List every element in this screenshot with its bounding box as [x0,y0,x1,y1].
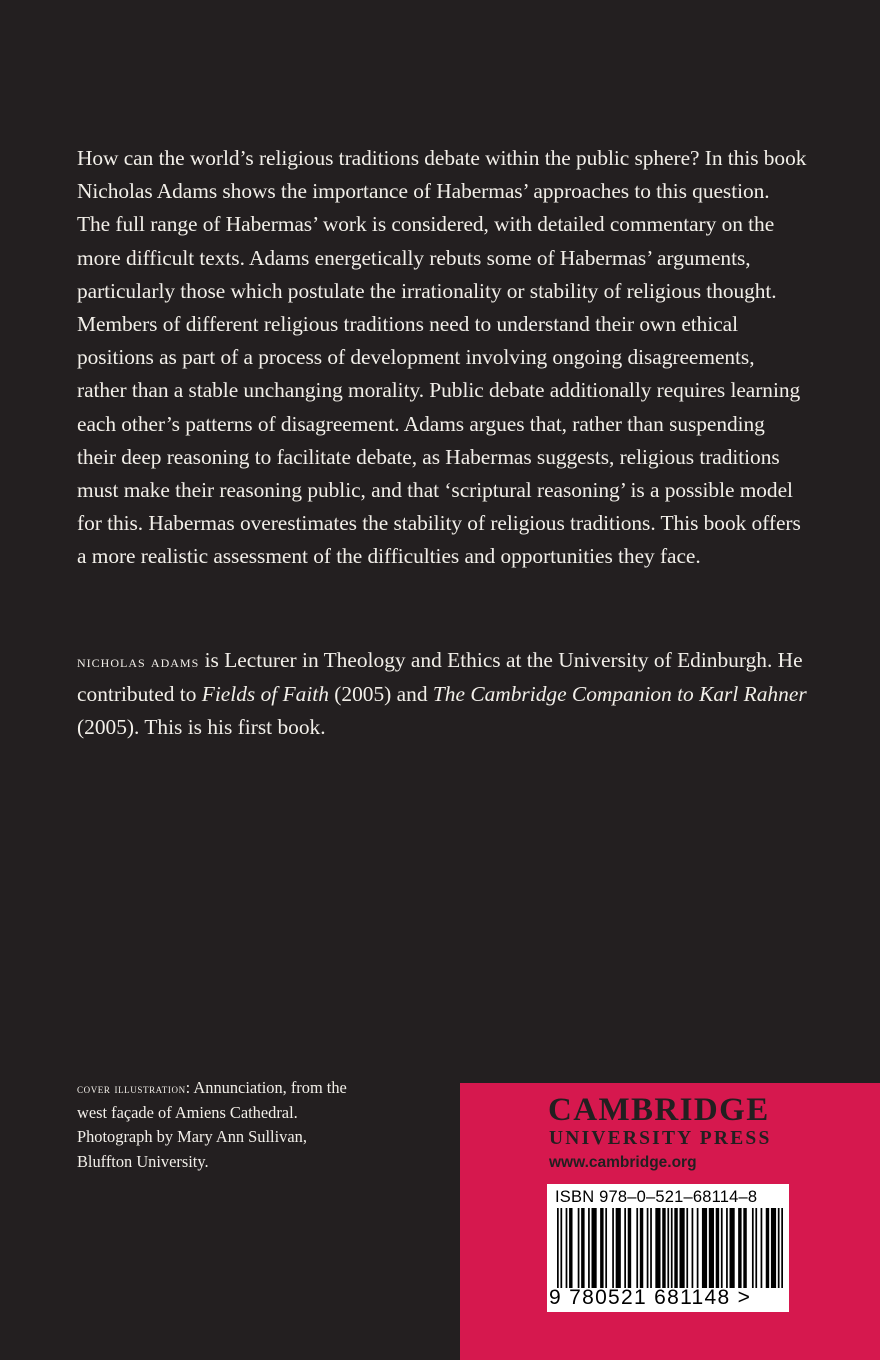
barcode-bar [697,1208,699,1288]
barcode-bar [592,1208,597,1288]
barcode-bar [600,1208,603,1288]
back-cover-blurb: How can the world’s religious traditions debate within the public sphere? In this book Nicholas Adams shows the importance of Habermas’ approaches to this question. The full range of Habermas’ work is considered, with detailed commentary on the more difficult texts. Adams energetically rebuts some of Habermas’ arguments, particularly those which postulate the irrationality or stability of religious thought. Members of different religious traditions need to understand their own ethical positions as part of a process of development involving ongoing disagreements, rather than a stable unchanging morality. Public debate additionally requires learning each other’s patterns of disagreement. Adams argues that, rather than suspending their deep reasoning to facilitate debate, as Habermas suggests, religious traditions must make their reasoning public, and that ‘scriptural reasoning’ is a possible model for this. Habermas overestimates the stability of religious traditions. This book offers a more realistic assessment of the difficulties and opportunities they face. [77,146,807,569]
barcode-bar [560,1208,562,1288]
barcode-icon [557,1208,783,1288]
barcode-bar [752,1208,754,1288]
barcode-bar [778,1208,780,1288]
barcode-bar [671,1208,673,1288]
barcode-bar [612,1208,614,1288]
isbn-label: ISBN 978–0–521–68114–8 [555,1188,758,1206]
cover-credit-label: cover illustration [77,1081,186,1096]
barcode-bar [716,1208,719,1288]
barcode-bar [674,1208,677,1288]
cover-credit-colon: : [185,1078,191,1097]
barcode-bar [743,1208,746,1288]
barcode-bar [605,1208,607,1288]
author-bio-text-1: is Lecturer in Theology and Ethics at the University of Edinburgh. He contributed to [77,648,803,707]
barcode-bar [655,1208,660,1288]
author-name: nicholas adams [77,652,200,671]
barcode-bar [771,1208,776,1288]
isbn-barcode-panel [547,1184,789,1312]
barcode-bar [702,1208,707,1288]
barcode-bar [667,1208,669,1288]
barcode-bar [578,1208,580,1288]
barcode-bar [636,1208,638,1288]
barcode-bar [709,1208,714,1288]
author-bio-text-2: (2005) and [328,682,433,707]
publisher-subname: UNIVERSITY PRESS [549,1128,772,1149]
barcode-bar [569,1208,572,1288]
barcode-bar [721,1208,723,1288]
cover-credit-text: Annunciation, from the west façade of Amiens Cathedral. Photograph by Mary Ann Sullivan, Bluffton University. [77,1078,347,1171]
book-title-cambridge-companion: The Cambridge Companion to Karl Rahner [432,682,807,707]
barcode-bar [781,1208,783,1288]
barcode-bar [647,1208,649,1288]
barcode-bar [566,1208,568,1288]
book-title-fields-of-faith: Fields of Faith [201,682,329,707]
barcode-bar [628,1208,631,1288]
barcode-bar [730,1208,735,1288]
publisher-name: CAMBRIDGE [548,1092,770,1128]
barcode-bar [726,1208,728,1288]
barcode-bar [557,1208,559,1288]
publisher-url[interactable]: www.cambridge.org [549,1154,697,1171]
author-bio [77,644,807,745]
barcode-bar [738,1208,741,1288]
barcode-bar [588,1208,590,1288]
barcode-bar [581,1208,584,1288]
cover-illustration-credit [77,1076,347,1174]
barcode-bar [686,1208,688,1288]
barcode-bar [616,1208,621,1288]
barcode-bar [640,1208,643,1288]
barcode-bar [662,1208,665,1288]
barcode-bar [766,1208,769,1288]
barcode-bar [624,1208,626,1288]
barcode-bar [679,1208,684,1288]
barcode-bar [650,1208,652,1288]
barcode-bar [755,1208,757,1288]
barcode-bar [761,1208,763,1288]
author-bio-text-3: (2005). This is his first book. [77,715,326,740]
publisher-box [460,1083,880,1360]
barcode-digits: 9 780521 681148 > [549,1286,752,1309]
barcode-bar [692,1208,694,1288]
